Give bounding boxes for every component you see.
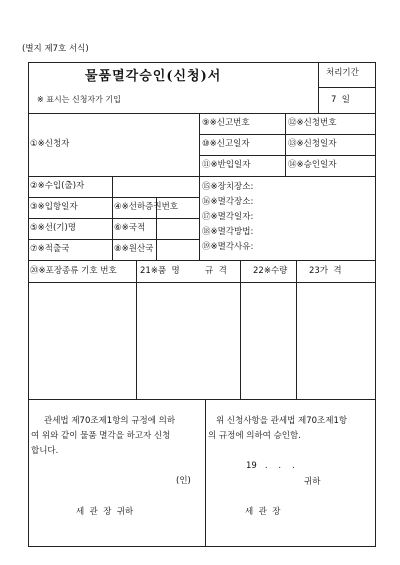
table-header-spec: 규 격 [205, 266, 227, 276]
table-col-2 [240, 260, 241, 400]
vessel-name-field: ⑤※선(기)명 [30, 223, 77, 233]
bl-number-field: ④※선하증권번호 [114, 202, 179, 212]
destroy-method-field: ⑱※멸각방법: [202, 227, 254, 237]
origin-country-field: ⑧※원산국 [114, 244, 154, 254]
approval-line-1: 위 신청사항을 관세법 제70조제1항 [216, 416, 348, 426]
entry-date-field: ⑪※반입일자 [202, 160, 251, 170]
processing-value: 7 일 [331, 95, 351, 105]
nationality-field: ⑥※국적 [114, 223, 146, 233]
destroy-place-field: ⑯※멸각장소: [202, 197, 254, 207]
processing-label: 처리기간 [326, 68, 359, 78]
declaration-line-3: 합니다. [31, 446, 59, 456]
left-row-1 [28, 197, 200, 198]
form-number-label: (별지 제7호 서식) [22, 44, 89, 54]
table-header-item-name: 21※품 명 [140, 266, 180, 276]
frame-top [28, 62, 376, 63]
importer-field: ②※수입(출)자 [30, 181, 85, 191]
application-date-field: ⑬※신청일자 [288, 139, 337, 149]
right-row-2 [199, 155, 376, 156]
report-number-field: ⑨※신고번호 [202, 118, 250, 128]
report-date-field: ⑩※신고일자 [202, 139, 250, 149]
left-row-3 [28, 239, 200, 240]
destroy-date-field: ⑰※멸각일자: [202, 212, 254, 222]
frame-left [28, 62, 29, 547]
processing-divider-h [318, 87, 376, 88]
upper-right-v [285, 113, 286, 177]
declaration-line-2: 여 위와 같이 물품 멸각을 하고자 신청 [31, 431, 171, 441]
table-header-quantity: 22※수량 [253, 266, 288, 276]
applicant-field: ①※신청자 [30, 139, 70, 149]
customs-recipient: 세 관 장 귀하 [76, 507, 134, 517]
form-title: 물품멸각승인(신청)서 [85, 69, 222, 84]
arrival-date-field: ③※입항일자 [30, 202, 78, 212]
table-header-packaging: ⑳※포장종류 기호 번호 [30, 266, 117, 276]
info-block-bottom [28, 260, 376, 261]
table-header-bottom [28, 282, 376, 283]
declaration-line-1: 관세법 제70조제1항의 규정에 의하 [44, 416, 176, 426]
approval-line-2: 의 규정에 의하여 승인함. [208, 431, 301, 441]
applicant-note: ※ 표시는 신청자가 기입 [37, 95, 121, 104]
recipient-honorific: 귀하 [304, 477, 321, 487]
header-divider-v [318, 62, 319, 114]
customs-signer: 세 관 장 [245, 507, 281, 517]
left-row-2 [28, 218, 200, 219]
header-bottom-line [28, 113, 376, 114]
seal-mark: (인) [176, 476, 191, 486]
departure-country-field: ⑦※적출국 [30, 244, 70, 254]
right-row-1 [199, 134, 376, 135]
storage-place-field: ⑮※장치장소: [202, 182, 254, 192]
table-bottom [28, 399, 376, 400]
approval-date-field: ⑭※승인일자 [288, 160, 337, 170]
table-col-1 [136, 260, 137, 400]
application-number-field: ⑫※신청번호 [288, 118, 337, 128]
table-header-price: 23가 격 [309, 266, 342, 276]
approval-date: 19 . . . [246, 461, 295, 471]
table-col-3 [296, 260, 297, 400]
footer-mid-v [205, 399, 206, 547]
upper-block-bottom [28, 176, 376, 177]
destroy-reason-field: ⑲※멸각사유: [202, 242, 254, 252]
frame-bottom [28, 546, 376, 547]
